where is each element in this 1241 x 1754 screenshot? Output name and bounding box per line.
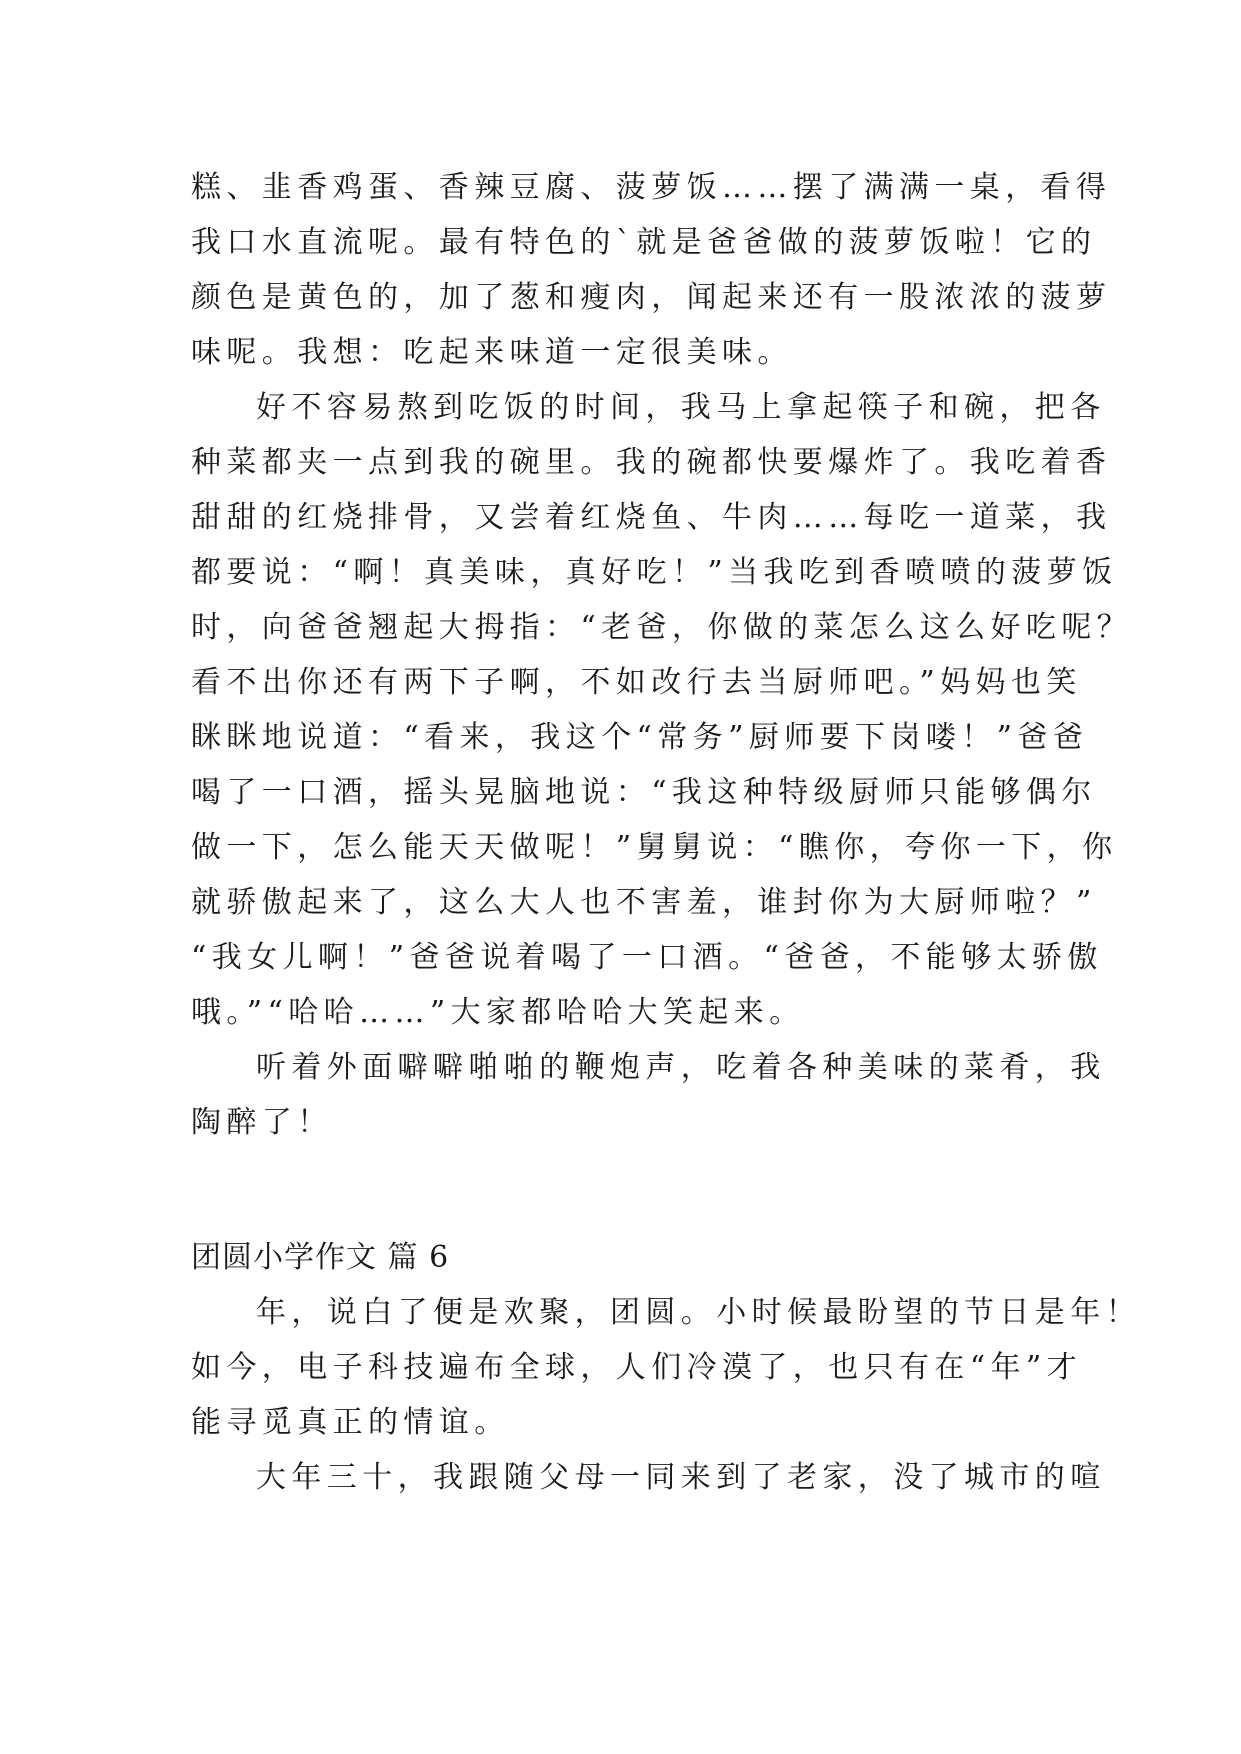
text-line: 喝了一口酒，摇头晃脑地说：“我这种特级厨师只能够偶尔 (191, 775, 1097, 810)
text-line: 看不出你还有两下子啊，不如改行去当厨师吧。”妈妈也笑 (191, 665, 1082, 700)
text-line: 时，向爸爸翘起大拇指：“老爸，你做的菜怎么这么好吃呢？ (191, 610, 1133, 645)
text-line: 颜色是黄色的，加了葱和瘦肉，闻起来还有一股浓浓的菠萝 (191, 280, 1112, 315)
text-line: “我女儿啊！”爸爸说着喝了一口酒。“爸爸，不能够太骄傲 (191, 940, 1103, 975)
paragraph (191, 1450, 1106, 1505)
text-line: 年，说白了便是欢聚，团圆。小时候最盼望的节日是年！ (256, 1295, 1141, 1330)
text-line: 哦。”“哈哈……”大家都哈哈大笑起来。 (191, 995, 805, 1030)
paragraph (191, 380, 1133, 1040)
text-line: 陶醉了！ (191, 1105, 333, 1140)
text-line: 如今，电子科技遍布全球，人们冷漠了，也只有在“年”才 (191, 1350, 1083, 1385)
paragraph (191, 1040, 1106, 1150)
text-line: 甜甜的红烧排骨，又尝着红烧鱼、牛肉……每吃一道菜，我 (191, 500, 1112, 535)
paragraph (191, 1285, 1141, 1450)
paragraph (191, 160, 1112, 380)
section-heading: 团圆小学作文 篇 6 (191, 1240, 450, 1275)
text-line: 我口水直流呢。最有特色的`就是爸爸做的菠萝饭啦！它的 (191, 225, 1097, 260)
text-line: 听着外面噼噼啪啪的鞭炮声，吃着各种美味的菜肴，我 (256, 1050, 1106, 1085)
document-body (191, 160, 1141, 1505)
text-line: 眯眯地说道：“看来，我这个“常务”厨师要下岗喽！”爸爸 (191, 720, 1089, 755)
text-line: 糕、韭香鸡蛋、香辣豆腐、菠萝饭……摆了满满一桌，看得 (191, 170, 1112, 205)
text-line: 味呢。我想：吃起来味道一定很美味。 (191, 335, 793, 370)
text-line: 都要说：“啊！真美味，真好吃！”当我吃到香喷喷的菠萝饭 (191, 555, 1118, 590)
text-line: 好不容易熬到吃饭的时间，我马上拿起筷子和碗，把各 (256, 390, 1106, 425)
text-line: 种菜都夹一点到我的碗里。我的碗都快要爆炸了。我吃着香 (191, 445, 1112, 480)
text-line: 大年三十，我跟随父母一同来到了老家，没了城市的喧 (256, 1460, 1106, 1495)
text-line: 做一下，怎么能天天做呢！”舅舅说：“瞧你，夸你一下，你 (191, 830, 1118, 865)
text-line: 能寻觅真正的情谊。 (191, 1405, 510, 1440)
text-line: 就骄傲起来了，这么大人也不害羞，谁封你为大厨师啦？” (191, 885, 1097, 920)
section-spacer (191, 1150, 1051, 1230)
